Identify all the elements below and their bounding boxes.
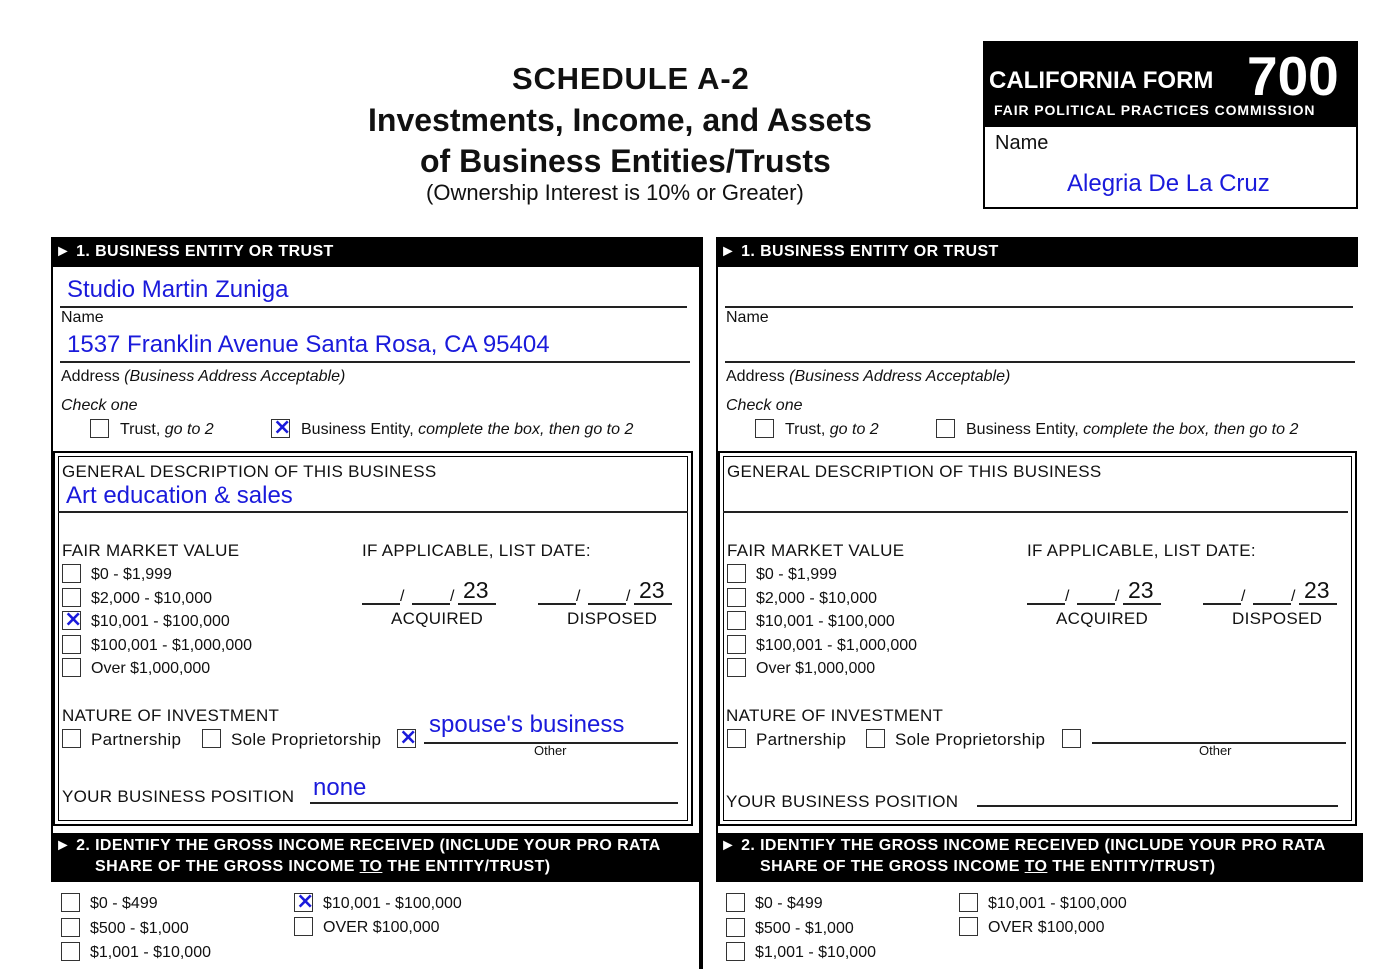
right-income-option-label: $10,001 - $100,000	[988, 895, 1127, 912]
right-name-label: Name	[726, 309, 769, 326]
right-income-option-label: $0 - $499	[755, 895, 823, 912]
left-fmv-option-label: $2,000 - $10,000	[91, 590, 212, 607]
right-nature-label: NATURE OF INVESTMENT	[726, 706, 944, 725]
right-fmv-option-checkbox[interactable]	[727, 588, 746, 607]
left-income-option-label: $1,001 - $10,000	[90, 944, 211, 961]
left-entity-name[interactable]: Studio Martin Zuniga	[67, 276, 289, 303]
right-check-one: Check one	[726, 397, 803, 414]
left-income-option-checkbox[interactable]	[61, 918, 80, 937]
left-check-one: Check one	[61, 397, 138, 414]
right-income-option-checkbox[interactable]	[959, 917, 978, 936]
right-income-option-checkbox[interactable]	[726, 893, 745, 912]
left-position-label: YOUR BUSINESS POSITION	[62, 787, 295, 806]
right-income-option-label: OVER $100,000	[988, 919, 1105, 936]
right-partnership-checkbox[interactable]	[727, 729, 746, 748]
right-disposed-date[interactable]: / / 23	[1203, 576, 1339, 606]
schedule-title: SCHEDULE A-2	[512, 61, 750, 96]
right-disposed-year: 23	[1304, 577, 1330, 603]
left-other-label: Other	[534, 743, 567, 758]
left-fmv-option-label: $10,001 - $100,000	[91, 613, 230, 630]
left-sole-label: Sole Proprietorship	[231, 730, 382, 749]
form-label: CALIFORNIA FORM	[989, 67, 1214, 94]
right-name-line	[725, 306, 1353, 308]
left-other-checkbox[interactable]	[397, 729, 416, 748]
left-other-value[interactable]: spouse's business	[429, 711, 625, 738]
right-fmv-option-label: Over $1,000,000	[756, 660, 876, 677]
left-disposed-label: DISPOSED	[567, 609, 658, 628]
right-other-label: Other	[1199, 743, 1232, 758]
left-income-option-checkbox[interactable]	[294, 917, 313, 936]
right-fmv-option-label: $10,001 - $100,000	[756, 613, 895, 630]
left-section1-header: ► 1. BUSINESS ENTITY OR TRUST	[51, 237, 699, 267]
left-fmv-option-checkbox[interactable]	[62, 564, 81, 583]
left-income-option-label: $0 - $499	[90, 895, 158, 912]
left-income-option-label: OVER $100,000	[323, 919, 440, 936]
left-acquired-date[interactable]: / / 23	[362, 576, 498, 606]
right-fmv-label: FAIR MARKET VALUE	[727, 541, 905, 560]
left-address-label: Address (Business Address Acceptable)	[61, 368, 346, 385]
right-section1-header: ► 1. BUSINESS ENTITY OR TRUST	[716, 237, 1358, 267]
right-business-text: Business Entity, complete the box, then go to 2	[966, 421, 1299, 438]
form-number: 700	[1247, 45, 1339, 107]
right-trust-text: Trust, go to 2	[785, 421, 879, 438]
right-business-checkbox[interactable]	[936, 419, 955, 438]
left-disposed-year: 23	[639, 577, 665, 603]
form-title-line1: Investments, Income, and Assets	[368, 102, 872, 138]
right-partnership-label: Partnership	[756, 730, 847, 749]
left-address-value[interactable]: 1537 Franklin Avenue Santa Rosa, CA 95404	[67, 331, 550, 358]
form-title-line2: of Business Entities/Trusts	[420, 143, 831, 179]
left-partnership-label: Partnership	[91, 730, 182, 749]
left-sole-checkbox[interactable]	[202, 729, 221, 748]
right-income-option-checkbox[interactable]	[726, 918, 745, 937]
right-income-option-checkbox[interactable]	[959, 893, 978, 912]
left-partnership-checkbox[interactable]	[62, 729, 81, 748]
left-fmv-option-label: $0 - $1,999	[91, 566, 172, 583]
left-fmv-option-checkbox[interactable]	[62, 611, 81, 630]
right-address-line	[725, 361, 1355, 363]
left-income-option-checkbox[interactable]	[294, 893, 313, 912]
form-number-box	[983, 41, 1358, 209]
left-trust-checkbox[interactable]	[90, 419, 109, 438]
right-fmv-option-label: $2,000 - $10,000	[756, 590, 877, 607]
left-fmv-label: FAIR MARKET VALUE	[62, 541, 240, 560]
right-list-date-label: IF APPLICABLE, LIST DATE:	[1027, 541, 1256, 560]
right-acquired-date[interactable]: / / 23	[1027, 576, 1163, 606]
left-position-line	[310, 802, 678, 804]
left-income-option-checkbox[interactable]	[61, 942, 80, 961]
left-business-text: Business Entity, complete the box, then go to 2	[301, 421, 634, 438]
left-fmv-option-checkbox[interactable]	[62, 658, 81, 677]
right-fmv-option-checkbox[interactable]	[727, 611, 746, 630]
form-number-banner	[985, 43, 1356, 127]
right-gen-desc-line	[723, 511, 1348, 513]
left-fmv-option-checkbox[interactable]	[62, 635, 81, 654]
right-fmv-option-checkbox[interactable]	[727, 658, 746, 677]
left-gen-desc-value[interactable]: Art education & sales	[66, 482, 293, 509]
right-acquired-year: 23	[1128, 577, 1154, 603]
left-trust-text: Trust, go to 2	[120, 421, 214, 438]
right-acquired-label: ACQUIRED	[1056, 609, 1149, 628]
left-income-option-label: $500 - $1,000	[90, 920, 189, 937]
left-business-checkbox[interactable]	[271, 419, 290, 438]
left-gen-desc-line	[58, 511, 688, 513]
right-other-checkbox[interactable]	[1062, 729, 1081, 748]
left-income-option-label: $10,001 - $100,000	[323, 895, 462, 912]
left-name-line	[60, 306, 687, 308]
left-address-line	[60, 361, 690, 363]
right-sole-checkbox[interactable]	[866, 729, 885, 748]
right-income-option-label: $500 - $1,000	[755, 920, 854, 937]
filer-name-value[interactable]: Alegria De La Cruz	[1067, 170, 1270, 197]
left-gen-desc-label: GENERAL DESCRIPTION OF THIS BUSINESS	[62, 462, 437, 481]
right-section2-header: ► 2. IDENTIFY THE GROSS INCOME RECEIVED (INCLUDE YOUR PRO RATA SHARE OF THE GROSS INCOME TO THE ENTITY/TRUST)	[716, 833, 1363, 882]
left-acquired-year: 23	[463, 577, 489, 603]
right-sole-label: Sole Proprietorship	[895, 730, 1046, 749]
right-income-option-label: $1,001 - $10,000	[755, 944, 876, 961]
column-divider	[699, 237, 703, 969]
right-fmv-option-label: $0 - $1,999	[756, 566, 837, 583]
right-address-label: Address (Business Address Acceptable)	[726, 368, 1011, 385]
right-disposed-label: DISPOSED	[1232, 609, 1323, 628]
right-trust-checkbox[interactable]	[755, 419, 774, 438]
right-fmv-option-label: $100,001 - $1,000,000	[756, 637, 918, 654]
right-fmv-option-checkbox[interactable]	[727, 635, 746, 654]
right-position-line	[977, 805, 1338, 807]
left-fmv-option-label: $100,001 - $1,000,000	[91, 637, 253, 654]
left-list-date-label: IF APPLICABLE, LIST DATE:	[362, 541, 591, 560]
left-position-value[interactable]: none	[313, 774, 367, 801]
left-nature-label: NATURE OF INVESTMENT	[62, 706, 280, 725]
left-disposed-date[interactable]: / / 23	[538, 576, 674, 606]
left-section2-header: ► 2. IDENTIFY THE GROSS INCOME RECEIVED (INCLUDE YOUR PRO RATA SHARE OF THE GROSS INCOME TO THE ENTITY/TRUST)	[51, 833, 699, 882]
commission-label: FAIR POLITICAL PRACTICES COMMISSION	[994, 102, 1316, 118]
right-position-label: YOUR BUSINESS POSITION	[726, 792, 959, 811]
filer-name-label: Name	[995, 132, 1049, 154]
left-fmv-option-checkbox[interactable]	[62, 588, 81, 607]
form-subtitle: (Ownership Interest is 10% or Greater)	[426, 180, 804, 205]
left-income-option-checkbox[interactable]	[61, 893, 80, 912]
right-income-option-checkbox[interactable]	[726, 942, 745, 961]
left-acquired-label: ACQUIRED	[391, 609, 484, 628]
right-gen-desc-label: GENERAL DESCRIPTION OF THIS BUSINESS	[727, 462, 1102, 481]
left-name-label: Name	[61, 309, 104, 326]
left-fmv-option-label: Over $1,000,000	[91, 660, 211, 677]
right-fmv-option-checkbox[interactable]	[727, 564, 746, 583]
